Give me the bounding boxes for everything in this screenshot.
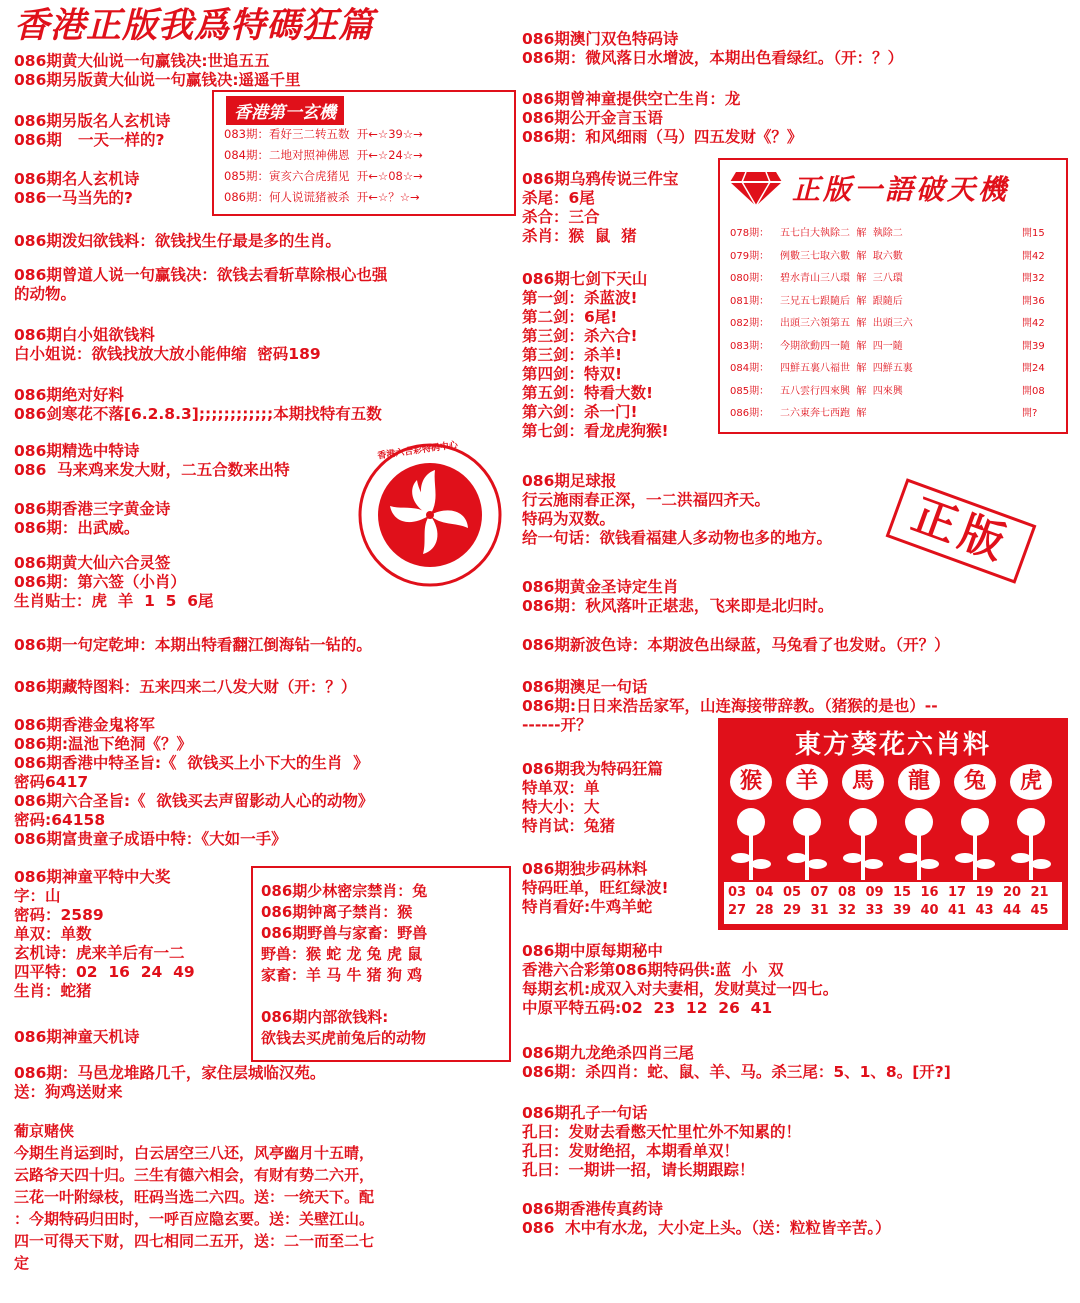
text-line: 今期生肖运到时，白云居空三八还，风亭幽月十五晴， xyxy=(14,1144,375,1162)
text-line: 086期：第六签（小肖） xyxy=(14,573,186,591)
text-line: 孔曰：发财绝招，本期看单双！ xyxy=(522,1142,740,1160)
tianji-issue: 083期： xyxy=(730,340,770,352)
text-line: 孔曰：发财去看憋天忙里忙外不知累的！ xyxy=(522,1123,802,1141)
number-cell: 28 xyxy=(755,903,774,918)
text-line: 086期另版名人玄机诗 xyxy=(14,112,171,130)
text-line: 香港六合彩第086期特码供:蓝 小 双 xyxy=(522,961,784,979)
shaolin-line: 欲钱去买虎前兔后的动物 xyxy=(261,1029,427,1047)
text-line: 白小姐说：欲钱找放大放小能伸缩 密码189 xyxy=(14,345,321,363)
text-line: 086期七剑下天山 xyxy=(522,270,648,288)
number-cell: 21 xyxy=(1030,885,1049,900)
shaolin-box xyxy=(251,866,511,1062)
text-line: 086期一句定乾坤：本期出特看翻江倒海钻一钻的。 xyxy=(14,636,372,654)
shaolin-line: 086期内部欲钱料: xyxy=(261,1008,389,1026)
text-line: 086期足球报 xyxy=(522,472,617,490)
tianji-text: 三兄五七跟隨后 解 跟隨后 xyxy=(780,295,903,307)
sunflower-head-icon xyxy=(961,808,989,836)
leaf-icon xyxy=(751,859,771,869)
leaf-icon xyxy=(899,853,919,863)
text-line: 第四剑：特双! xyxy=(522,365,623,383)
text-line: 给一句话：欲钱看福建人多动物也多的地方。 xyxy=(522,529,833,547)
text-line: 特肖试：兔猪 xyxy=(522,817,616,835)
text-line: 086期：出武威。 xyxy=(14,519,140,537)
text-line: 086期香港三字黄金诗 xyxy=(14,500,171,518)
text-block xyxy=(14,232,524,251)
text-line: 第六剑：杀一门! xyxy=(522,403,638,421)
number-cell: 03 xyxy=(728,885,747,900)
number-cell: 08 xyxy=(838,885,857,900)
text-line: 密码：2589 xyxy=(14,906,104,924)
text-line: 086期：和风细雨（马）四五发财《？》 xyxy=(522,128,803,146)
text-block xyxy=(14,716,524,849)
number-cell: 29 xyxy=(783,903,802,918)
number-cell: 32 xyxy=(838,903,857,918)
text-line: 密码:64158 xyxy=(14,811,106,829)
tianji-issue: 080期： xyxy=(730,273,770,284)
tianji-text: 出頭三六領第五 解 出頭三六 xyxy=(780,318,913,329)
number-cell: 41 xyxy=(948,903,967,918)
shaolin-line: 086期少林密宗禁肖：兔 xyxy=(261,882,428,900)
text-line: 定 xyxy=(14,1254,30,1272)
text-block xyxy=(522,1200,1032,1238)
leaf-icon xyxy=(807,859,827,869)
text-block xyxy=(14,636,524,655)
text-line: 086 马来鸡来发大财，二五合数来出特 xyxy=(14,461,290,479)
tianji-text: 碧水青山三八環 解 三八環 xyxy=(780,273,903,284)
text-line: 杀合：三合 xyxy=(522,208,600,226)
text-line: 第三剑：杀六合! xyxy=(522,327,638,345)
number-cell: 27 xyxy=(728,903,747,918)
sunflower-head-icon xyxy=(737,808,765,836)
text-line: 086期我为特码狂篇 xyxy=(522,760,663,778)
text-line: 特单双：单 xyxy=(522,779,600,797)
tianji-open: 開39 xyxy=(1022,340,1045,352)
number-cell: 05 xyxy=(783,885,802,900)
text-line: 086期公开金言玉语 xyxy=(522,109,663,127)
text-line: 086期精选中特诗 xyxy=(14,442,140,460)
leaf-icon xyxy=(919,859,939,869)
text-block xyxy=(522,578,1032,616)
text-line: 086期黄大仙说一句赢钱决:世追五五 xyxy=(14,52,270,70)
text-block xyxy=(14,678,524,697)
text-line: 086期独步码林料 xyxy=(522,860,648,878)
bauhinia-emblem xyxy=(355,440,505,590)
text-line: 086期六合圣旨:《 欲钱买去声留影动人心的动物》 xyxy=(14,792,374,810)
text-line: 086期九龙绝杀四肖三尾 xyxy=(522,1044,694,1062)
sunflower-head-icon xyxy=(793,808,821,836)
text-line: 送：狗鸡送财来 xyxy=(14,1083,123,1101)
leaf-icon xyxy=(863,859,883,869)
text-line: 孔曰：一期讲一招，请长期跟踪！ xyxy=(522,1161,755,1179)
yiji-title: 香港第一玄機 xyxy=(226,96,344,125)
number-cell: 43 xyxy=(975,903,994,918)
text-line: 第五剑：特看大数! xyxy=(522,384,654,402)
text-line: 086期曾神童提供空亡生肖：龙 xyxy=(522,90,741,108)
zodiac-badge: 龍 xyxy=(898,764,940,800)
text-line: 第七剑：看龙虎狗猴! xyxy=(522,422,669,440)
text-line: 生肖贴士：虎 羊 1 5 6尾 xyxy=(14,592,214,610)
shaolin-line: 086期钟离子禁肖：猴 xyxy=(261,903,413,921)
number-cell: 09 xyxy=(865,885,884,900)
number-strip xyxy=(724,882,1062,924)
bauhinia-icon xyxy=(355,440,505,590)
text-line: 中原平特五码:02 23 12 26 41 xyxy=(522,999,773,1017)
text-line: 086期：秋风落叶正堪悲，飞来即是北归时。 xyxy=(522,597,834,615)
text-line: 086期神童平特中大奖 xyxy=(14,868,171,886)
text-line: 086期泼妇欲钱料：欲钱找生仔最是多的生肖。 xyxy=(14,232,341,250)
text-line: 密码6417 xyxy=(14,773,89,791)
sunflower-icons xyxy=(720,804,1066,882)
leaf-icon xyxy=(1031,859,1051,869)
yiji-row: 083期：看好三二转五数 开←☆39☆→ xyxy=(224,127,423,141)
tianji-text: 五八雲行四來興 解 四來興 xyxy=(780,385,903,397)
tianji-text: 五七白大執除二 解 執除二 xyxy=(780,228,903,239)
text-line: 086期 一天一样的? xyxy=(14,131,165,149)
text-line: 086期神童天机诗 xyxy=(14,1028,140,1046)
tianji-open: 開42 xyxy=(1022,318,1045,329)
number-cell: 40 xyxy=(920,903,939,918)
tianji-issue: 078期： xyxy=(730,228,770,239)
tianji-open: 開08 xyxy=(1022,385,1045,397)
yiji-row: 085期：寅亥六合虎猪见 开←☆08☆→ xyxy=(224,169,423,183)
text-line: 086期：杀四肖：蛇、鼠、羊、马。杀三尾：5、1、8。[开?] xyxy=(522,1063,951,1081)
text-line: 第二剑：6尾! xyxy=(522,308,618,326)
tianji-issue: 084期： xyxy=(730,363,770,374)
sunflower-head-icon xyxy=(849,808,877,836)
number-cell: 15 xyxy=(893,885,912,900)
text-line: 086期白小姐欲钱料 xyxy=(14,326,155,344)
zodiac-badge: 兔 xyxy=(954,764,996,800)
text-line: 玄机诗：虎来羊后有一二 xyxy=(14,944,185,962)
leaf-icon xyxy=(787,853,807,863)
zodiac-badge: 羊 xyxy=(786,764,828,800)
text-line: 086期香港中特圣旨:《 欲钱买上小下大的生肖 》 xyxy=(14,754,369,772)
zhengban-stamp: 正版 xyxy=(886,478,1037,583)
text-line: 单双：单数 xyxy=(14,925,92,943)
text-line: ------开？ xyxy=(522,716,592,734)
text-line: 086期澳门双色特码诗 xyxy=(522,30,679,48)
number-cell: 19 xyxy=(975,885,994,900)
text-block xyxy=(522,1104,1032,1180)
text-line: 四平特：02 16 24 49 xyxy=(14,963,195,981)
number-cell: 45 xyxy=(1030,903,1049,918)
number-cell: 20 xyxy=(1003,885,1022,900)
text-line: 086期中原每期秘中 xyxy=(522,942,663,960)
flower-box xyxy=(718,718,1068,930)
tianji-text: 今期欲動四一隨 解 四一隨 xyxy=(780,340,903,352)
tianji-issue: 085期： xyxy=(730,385,770,397)
text-block xyxy=(14,52,524,90)
flower-title: 東方葵花六肖料 xyxy=(794,730,991,760)
text-line: 086期香港传真药诗 xyxy=(522,1200,663,1218)
text-block xyxy=(14,386,524,424)
text-line: 086期：马邑龙堆路几千，家住层城临汉苑。 xyxy=(14,1064,326,1082)
tianji-open: 開32 xyxy=(1022,273,1045,284)
tianji-open: 開36 xyxy=(1022,295,1045,307)
text-line: 第三剑：杀羊! xyxy=(522,346,623,364)
text-block xyxy=(14,1064,524,1102)
tianji-text: 例數三七取六數 解 取六數 xyxy=(780,250,903,262)
text-line: 每期玄机:成双入对夫妻相，发财莫过一四七。 xyxy=(522,980,839,998)
text-line: 086期绝对好料 xyxy=(14,386,124,404)
text-line: 086期:日日来浩岳家军，山连海接带辞教。（猪猴的是也）-- xyxy=(522,697,938,715)
text-line: 086期孔子一句话 xyxy=(522,1104,648,1122)
text-block xyxy=(14,266,524,304)
tianji-title: 正版一語破天機 xyxy=(792,173,1010,206)
text-line: 086剑寒花不落[6.2.8.3];;;;;;;;;;;;本期找特有五数 xyxy=(14,405,382,423)
shaolin-line: 086期野兽与家畜：野兽 xyxy=(261,924,428,942)
text-line: 086一马当先的? xyxy=(14,189,133,207)
text-line: 086期曾道人说一句赢钱决：欲钱去看斩草除根心也强 xyxy=(14,266,388,284)
text-line: 葡京赌侠 xyxy=(14,1122,75,1140)
text-line: 086期黄大仙六合灵签 xyxy=(14,554,171,572)
text-line: 第一剑：杀蓝波! xyxy=(522,289,638,307)
xianggang-yiji-box xyxy=(212,90,516,216)
text-block xyxy=(522,90,1032,147)
leaf-icon xyxy=(843,853,863,863)
text-line: 086期富贵童子成语中特：《大如一手》 xyxy=(14,830,287,848)
text-line: 086期香港金鬼将军 xyxy=(14,716,155,734)
text-line: 三花一叶附绿枝，旺码当选二六四。送：一统天下。配 xyxy=(14,1188,375,1206)
tianji-open: 開15 xyxy=(1022,228,1045,239)
emblem-ring-text: 香港六合彩特码中心 xyxy=(376,440,459,462)
tianji-text: 四鮮五裏八福世 解 四鮮五裏 xyxy=(780,363,913,374)
tianji-issue: 086期： xyxy=(730,408,770,419)
leaf-icon xyxy=(1011,853,1031,863)
number-cell: 16 xyxy=(920,885,939,900)
tianji-open: 開24 xyxy=(1022,363,1045,374)
text-line: 四一可得天下财，四七相同二五开，送：二一而至二七 xyxy=(14,1232,375,1250)
number-cell: 07 xyxy=(810,885,829,900)
text-line: 行云施雨春正深，一二洪福四齐天。 xyxy=(522,491,771,509)
tianji-issue: 082期： xyxy=(730,318,770,329)
text-line: 字：山 xyxy=(14,887,61,905)
text-line: 云路爷天四十归。三生有德六相会，有财有势二六开， xyxy=(14,1166,375,1184)
text-line: 特码旺单，旺红绿波! xyxy=(522,879,669,897)
text-line: 086期黄金圣诗定生肖 xyxy=(522,578,679,596)
tianji-issue: 081期： xyxy=(730,295,770,307)
text-line: 杀肖：猴 鼠 猪 xyxy=(522,227,637,245)
tianji-open: 開? xyxy=(1022,408,1038,419)
text-line: 086期：微风落日水增波，本期出色看绿红。（开：？） xyxy=(522,49,904,67)
gem-icon xyxy=(728,168,784,212)
tianji-box xyxy=(718,158,1068,434)
number-cell: 33 xyxy=(865,903,884,918)
shaolin-line: 野兽：猴 蛇 龙 兔 虎 鼠 xyxy=(261,945,423,963)
sunflower-head-icon xyxy=(905,808,933,836)
text-line: 086期名人玄机诗 xyxy=(14,170,140,188)
text-line: 生肖：蛇猪 xyxy=(14,982,92,1000)
tianji-issue: 079期： xyxy=(730,250,770,262)
text-line: 杀尾：6尾 xyxy=(522,189,595,207)
text-line: 086期澳足一句话 xyxy=(522,678,648,696)
text-line: 086期藏特图料：五来四来二八发大财（开：？） xyxy=(14,678,357,696)
text-line: 特码为双数。 xyxy=(522,510,616,528)
number-cell: 31 xyxy=(810,903,829,918)
zodiac-badge: 虎 xyxy=(1010,764,1052,800)
text-line: 086期新波色诗：本期波色出绿蓝，马兔看了也发财。（开？） xyxy=(522,636,950,654)
text-line: 086期乌鸦传说三件宝 xyxy=(522,170,679,188)
yiji-row: 084期：二地对照神佛恩 开←☆24☆→ xyxy=(224,148,423,162)
leaf-icon xyxy=(975,859,995,869)
text-block xyxy=(14,326,524,364)
text-line: 086 木中有水龙，大小定上头。（送：粒粒皆辛苦。） xyxy=(522,1219,891,1237)
yiji-row: 086期：何人说谎猪被杀 开←☆？☆→ xyxy=(224,190,420,204)
text-block xyxy=(522,636,1032,655)
text-block xyxy=(522,30,1032,68)
text-line: 特肖看好:牛鸡羊蛇 xyxy=(522,898,653,916)
text-block xyxy=(522,1044,1032,1082)
number-cell: 39 xyxy=(893,903,912,918)
text-line: 086期:温池下绝洞《？》 xyxy=(14,735,193,753)
text-line: ：今期特码归田时，一呼百应隐玄要。送：关壁江山。 xyxy=(14,1210,375,1228)
leaf-icon xyxy=(955,853,975,863)
number-cell: 17 xyxy=(948,885,967,900)
text-line: 特大小：大 xyxy=(522,798,600,816)
leaf-icon xyxy=(731,853,751,863)
tianji-text: 二六東奔七西跑 解 xyxy=(780,408,867,419)
text-line: 086期另版黄大仙说一句赢钱决:遥遥千里 xyxy=(14,71,301,89)
zodiac-badge: 猴 xyxy=(730,764,772,800)
page-title: 香港正版我爲特碼狂篇 xyxy=(14,6,375,46)
text-block xyxy=(14,1120,524,1274)
shaolin-line: 家畜：羊 马 牛 猪 狗 鸡 xyxy=(261,966,423,984)
zodiac-badge: 馬 xyxy=(842,764,884,800)
text-block xyxy=(522,942,1032,1018)
tianji-open: 開42 xyxy=(1022,250,1045,262)
number-cell: 44 xyxy=(1003,903,1022,918)
number-cell: 04 xyxy=(755,885,774,900)
sunflower-head-icon xyxy=(1017,808,1045,836)
text-line: 的动物。 xyxy=(14,285,77,303)
